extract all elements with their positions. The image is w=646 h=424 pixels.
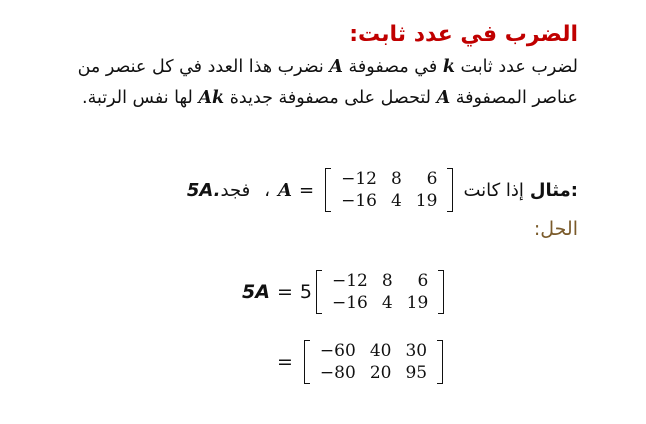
variable-k: k bbox=[442, 57, 455, 77]
step1-scalar: 5 bbox=[299, 281, 312, 303]
matrix-cell: −16 bbox=[331, 293, 368, 313]
matrix-cell: −16 bbox=[341, 191, 377, 211]
example-line bbox=[187, 168, 578, 212]
matrix-cell: 6 bbox=[426, 169, 438, 189]
example-matrix bbox=[325, 168, 453, 212]
matrix-cell: −80 bbox=[319, 363, 356, 383]
matrix-cell: 30 bbox=[405, 341, 428, 361]
solution-step-1 bbox=[242, 270, 448, 314]
matrix-cell: 19 bbox=[406, 293, 429, 313]
matrix-cell: −12 bbox=[341, 169, 377, 189]
matrix-cell: 6 bbox=[417, 271, 429, 291]
example-separator: ، bbox=[264, 179, 271, 201]
definition-text-1: لضرب عدد ثابت bbox=[460, 57, 578, 77]
section-title: الضرب في عدد ثابت: bbox=[349, 22, 578, 47]
step1-equals: = bbox=[276, 281, 293, 303]
definition-text-3: نضرب هذا العدد في كل عنصر من عناصر المصفوفة bbox=[77, 57, 578, 108]
variable-A: A bbox=[436, 88, 451, 108]
matrix-cell: 4 bbox=[390, 191, 402, 211]
matrix-cell: 40 bbox=[369, 341, 392, 361]
variable-A: A bbox=[329, 57, 343, 77]
step1-matrix bbox=[316, 270, 444, 314]
matrix-cell: 20 bbox=[369, 363, 392, 383]
example-label: مثال: bbox=[529, 179, 578, 201]
example-find-text: فجد bbox=[220, 179, 251, 201]
matrix-cell: 8 bbox=[381, 271, 393, 291]
definition-text-5: لها نفس الرتبة. bbox=[82, 88, 193, 108]
variable-Ak: Ak bbox=[198, 88, 225, 108]
definition-paragraph bbox=[38, 52, 578, 114]
example-equals: = bbox=[298, 179, 315, 201]
step1-lhs: 5A bbox=[242, 281, 270, 303]
solution-step-2 bbox=[270, 340, 447, 384]
matrix-cell: −60 bbox=[319, 341, 356, 361]
example-find-expression: 5A. bbox=[186, 179, 221, 201]
definition-text-4: لتحصل على مصفوفة جديدة bbox=[229, 88, 431, 108]
matrix-cell: 4 bbox=[381, 293, 393, 313]
matrix-cell: −12 bbox=[331, 271, 368, 291]
matrix-cell: 8 bbox=[390, 169, 402, 189]
matrix-cell: 19 bbox=[415, 191, 438, 211]
example-variable-A: A bbox=[278, 179, 292, 201]
definition-text-2: في مصفوفة bbox=[348, 57, 438, 77]
example-if-text: إذا كانت bbox=[463, 179, 524, 201]
step2-matrix bbox=[304, 340, 443, 384]
solution-label: الحل: bbox=[533, 218, 578, 240]
matrix-cell: 95 bbox=[405, 363, 428, 383]
step2-equals: = bbox=[277, 351, 293, 373]
